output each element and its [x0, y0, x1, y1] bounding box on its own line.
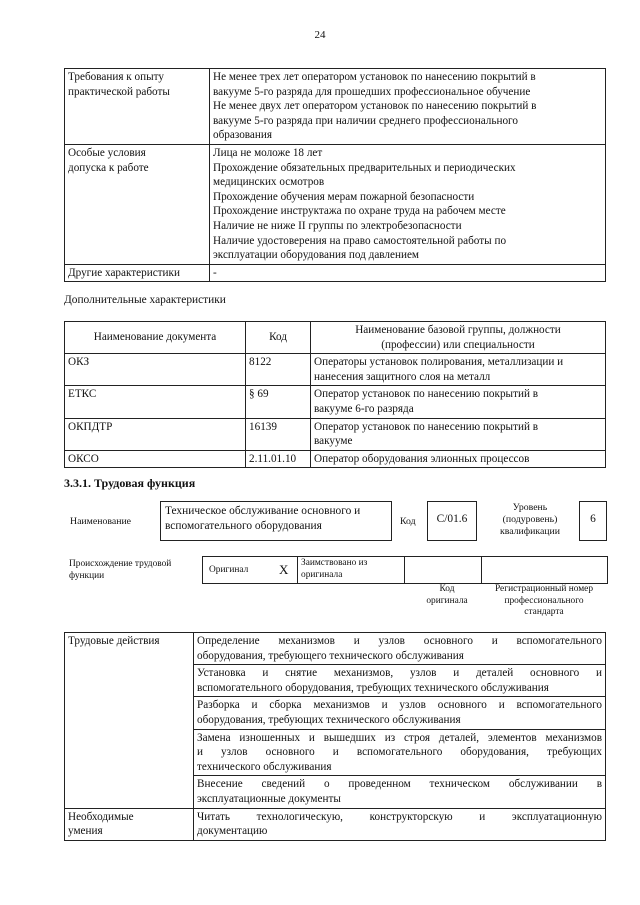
table-row: [65, 418, 606, 450]
caption-line: оригинала: [426, 595, 468, 606]
cell-text: Операторы установок полирования, металлизации и: [314, 356, 564, 369]
header-code: [246, 322, 311, 354]
table-row: [65, 354, 606, 386]
origin-label-line: функции: [69, 570, 105, 581]
table-row: [65, 450, 606, 468]
caption-line: Регистрационный номер: [494, 584, 594, 594]
name-value-line: вспомогательного оборудования: [165, 520, 322, 532]
row-value: [210, 264, 606, 282]
section-title: 3.3.1. Трудовая функция: [64, 476, 196, 490]
label-line: Трудовые действия: [68, 635, 160, 647]
table-row: [65, 808, 606, 840]
cell-text: ОКПДТР: [68, 420, 113, 433]
code-value: C/01.6: [436, 513, 468, 525]
cell-text: ОКЗ: [68, 356, 90, 369]
item-line: оборудования, требующих технического обслуживания: [197, 713, 461, 726]
reg-number-caption: [482, 584, 606, 619]
action-item: [194, 697, 606, 729]
cell-text: Оператор установок по нанесению покрытий в: [314, 388, 539, 401]
table-header-row: [65, 322, 606, 354]
item-line: Установка и снятие механизмов, узлов и деталей основного и: [197, 667, 602, 680]
action-item: [194, 729, 606, 776]
actions-table: [64, 632, 606, 841]
header-text: Наименование базовой группы, должности: [355, 324, 561, 336]
table-row: [65, 264, 606, 282]
table-row: [65, 69, 606, 145]
header-name: [311, 322, 606, 354]
name-value-box: [160, 501, 392, 541]
value-line: Лица не моложе 18 лет: [213, 146, 323, 159]
action-item: [194, 633, 606, 665]
label-line: Требования к опыту: [68, 71, 164, 83]
header-text: (профессии) или специальности: [381, 338, 535, 351]
level-label: [484, 502, 576, 538]
name-value-line: Техническое обслуживание основного и: [165, 505, 361, 517]
cell-code: [246, 418, 311, 450]
label-line: Особые условия: [68, 146, 146, 159]
value-line: образования: [213, 129, 273, 142]
item-line: и узлов основного и вспомогательного оборудования, требующих: [197, 746, 602, 759]
caption-line: Код: [439, 584, 455, 594]
additional-table: [64, 321, 606, 468]
action-item: [194, 776, 606, 808]
cell-text: Оператор установок по нанесению покрытий в: [314, 420, 539, 433]
code-label: Код: [400, 516, 416, 527]
value-line: Прохождение обязательных предварительных и периодических: [213, 161, 516, 174]
label-line: допуска к работе: [68, 161, 149, 174]
borrowed-label-line: Заимствовано из: [301, 558, 368, 568]
code-original-caption: [412, 584, 482, 607]
item-line: Внесение сведений о проведенном техническом обслуживании в: [197, 778, 602, 791]
skill-item: [194, 808, 606, 840]
value-line: медицинских осмотров: [213, 176, 325, 189]
caption-line: стандарта: [524, 607, 564, 618]
cell-name: [311, 354, 606, 386]
label-line: практической работы: [68, 85, 170, 98]
row-label: [65, 808, 194, 840]
cell-text: вакууме 6-го разряда: [314, 402, 414, 415]
item-line: Определение механизмов и узлов основного и вспомогательного: [197, 635, 602, 647]
value-line: Наличие не ниже II группы по электробезопасности: [213, 219, 462, 232]
value-line: -: [213, 266, 217, 279]
cell-doc: [65, 354, 246, 386]
original-label: Оригинал: [209, 565, 249, 575]
item-line: эксплуатационные документы: [197, 792, 341, 805]
cell-text: ЕТКС: [68, 388, 97, 401]
label-line: Необходимые: [68, 810, 134, 823]
header-text: Наименование документа: [93, 331, 217, 344]
cell-doc: [65, 386, 246, 418]
table-row: [65, 386, 606, 418]
value-line: вакууме 5-го разряда при наличии среднего профессионального: [213, 114, 518, 127]
action-item: [194, 665, 606, 697]
level-value-box: [579, 501, 607, 541]
value-line: Прохождение инструктажа по охране труда на рабочем месте: [213, 205, 506, 218]
origin-label: [69, 559, 171, 582]
label-line: Другие характеристики: [68, 266, 180, 279]
row-label: [65, 69, 210, 145]
cell-text: ОКСО: [68, 452, 99, 465]
cell-text: Оператор оборудования элионных процессов: [314, 452, 530, 465]
header-text: Код: [269, 331, 287, 344]
cell-name: [311, 418, 606, 450]
level-label-line: Уровень: [512, 502, 548, 513]
caption-line: профессионального: [504, 595, 584, 606]
item-line: документацию: [197, 825, 268, 838]
requirements-table: [64, 68, 606, 282]
cell-text: нанесения защитного слоя на металл: [314, 370, 491, 383]
label-line: умения: [68, 825, 103, 838]
cell-name: [311, 386, 606, 418]
item-line: вспомогательного оборудования, требующих технического обслуживания: [197, 681, 549, 694]
item-line: Замена изношенных и вышедших из строя деталей, элементов механизмов: [197, 731, 602, 744]
item-line: технического обслуживания: [197, 760, 332, 773]
value-line: эксплуатации оборудования под давлением: [213, 249, 419, 262]
level-label-line: квалификации: [499, 526, 561, 537]
cell-text: 8122: [249, 356, 272, 369]
row-label: [65, 633, 194, 809]
value-line: Не менее трех лет оператором установок по нанесению покрытий в: [213, 71, 536, 83]
table-row: [65, 144, 606, 264]
level-value: 6: [590, 513, 596, 525]
row-value: [210, 144, 606, 264]
row-label: [65, 144, 210, 264]
cell-code: [246, 450, 311, 468]
origin-box: [202, 556, 608, 584]
cell-text: § 69: [249, 388, 269, 401]
header-doc: [65, 322, 246, 354]
code-value-box: [427, 501, 477, 541]
table-row: [65, 633, 606, 665]
page-number: 24: [314, 29, 326, 41]
borrowed-label: [301, 558, 367, 581]
cell-text: 2.11.01.10: [249, 452, 297, 465]
item-line: оборудования, требующего технического обслуживания: [197, 649, 464, 662]
cell-code: [246, 354, 311, 386]
item-line: Читать технологическую, конструкторскую и эксплуатационную: [197, 810, 602, 823]
value-line: Не менее двух лет оператором установок по нанесению покрытий в: [213, 100, 537, 113]
level-label-line: (подуровень): [502, 514, 558, 525]
code-original-cell: [405, 557, 482, 583]
cell-code: [246, 386, 311, 418]
name-label: Наименование: [70, 516, 132, 527]
row-label: [65, 264, 210, 282]
additional-title: Дополнительные характеристики: [64, 294, 226, 306]
borrowed-cell: [298, 557, 405, 583]
cell-doc: [65, 450, 246, 468]
cell-name: [311, 450, 606, 468]
value-line: Прохождение обучения мерам пожарной безопасности: [213, 190, 475, 203]
original-mark: X: [279, 562, 289, 577]
cell-text: 16139: [249, 420, 277, 433]
origin-label-line: Происхождение трудовой: [69, 559, 172, 569]
row-value: [210, 69, 606, 145]
item-line: Разборка и сборка механизмов и узлов основного и вспомогательного: [197, 699, 602, 712]
value-line: вакууме 5-го разряда для прошедших профессиональное обучение: [213, 85, 531, 98]
cell-doc: [65, 418, 246, 450]
original-cell: [203, 557, 298, 583]
borrowed-label-line: оригинала: [301, 569, 343, 580]
cell-text: вакууме: [314, 435, 353, 448]
value-line: Наличие удостоверения на право самостоятельной работы по: [213, 234, 507, 247]
